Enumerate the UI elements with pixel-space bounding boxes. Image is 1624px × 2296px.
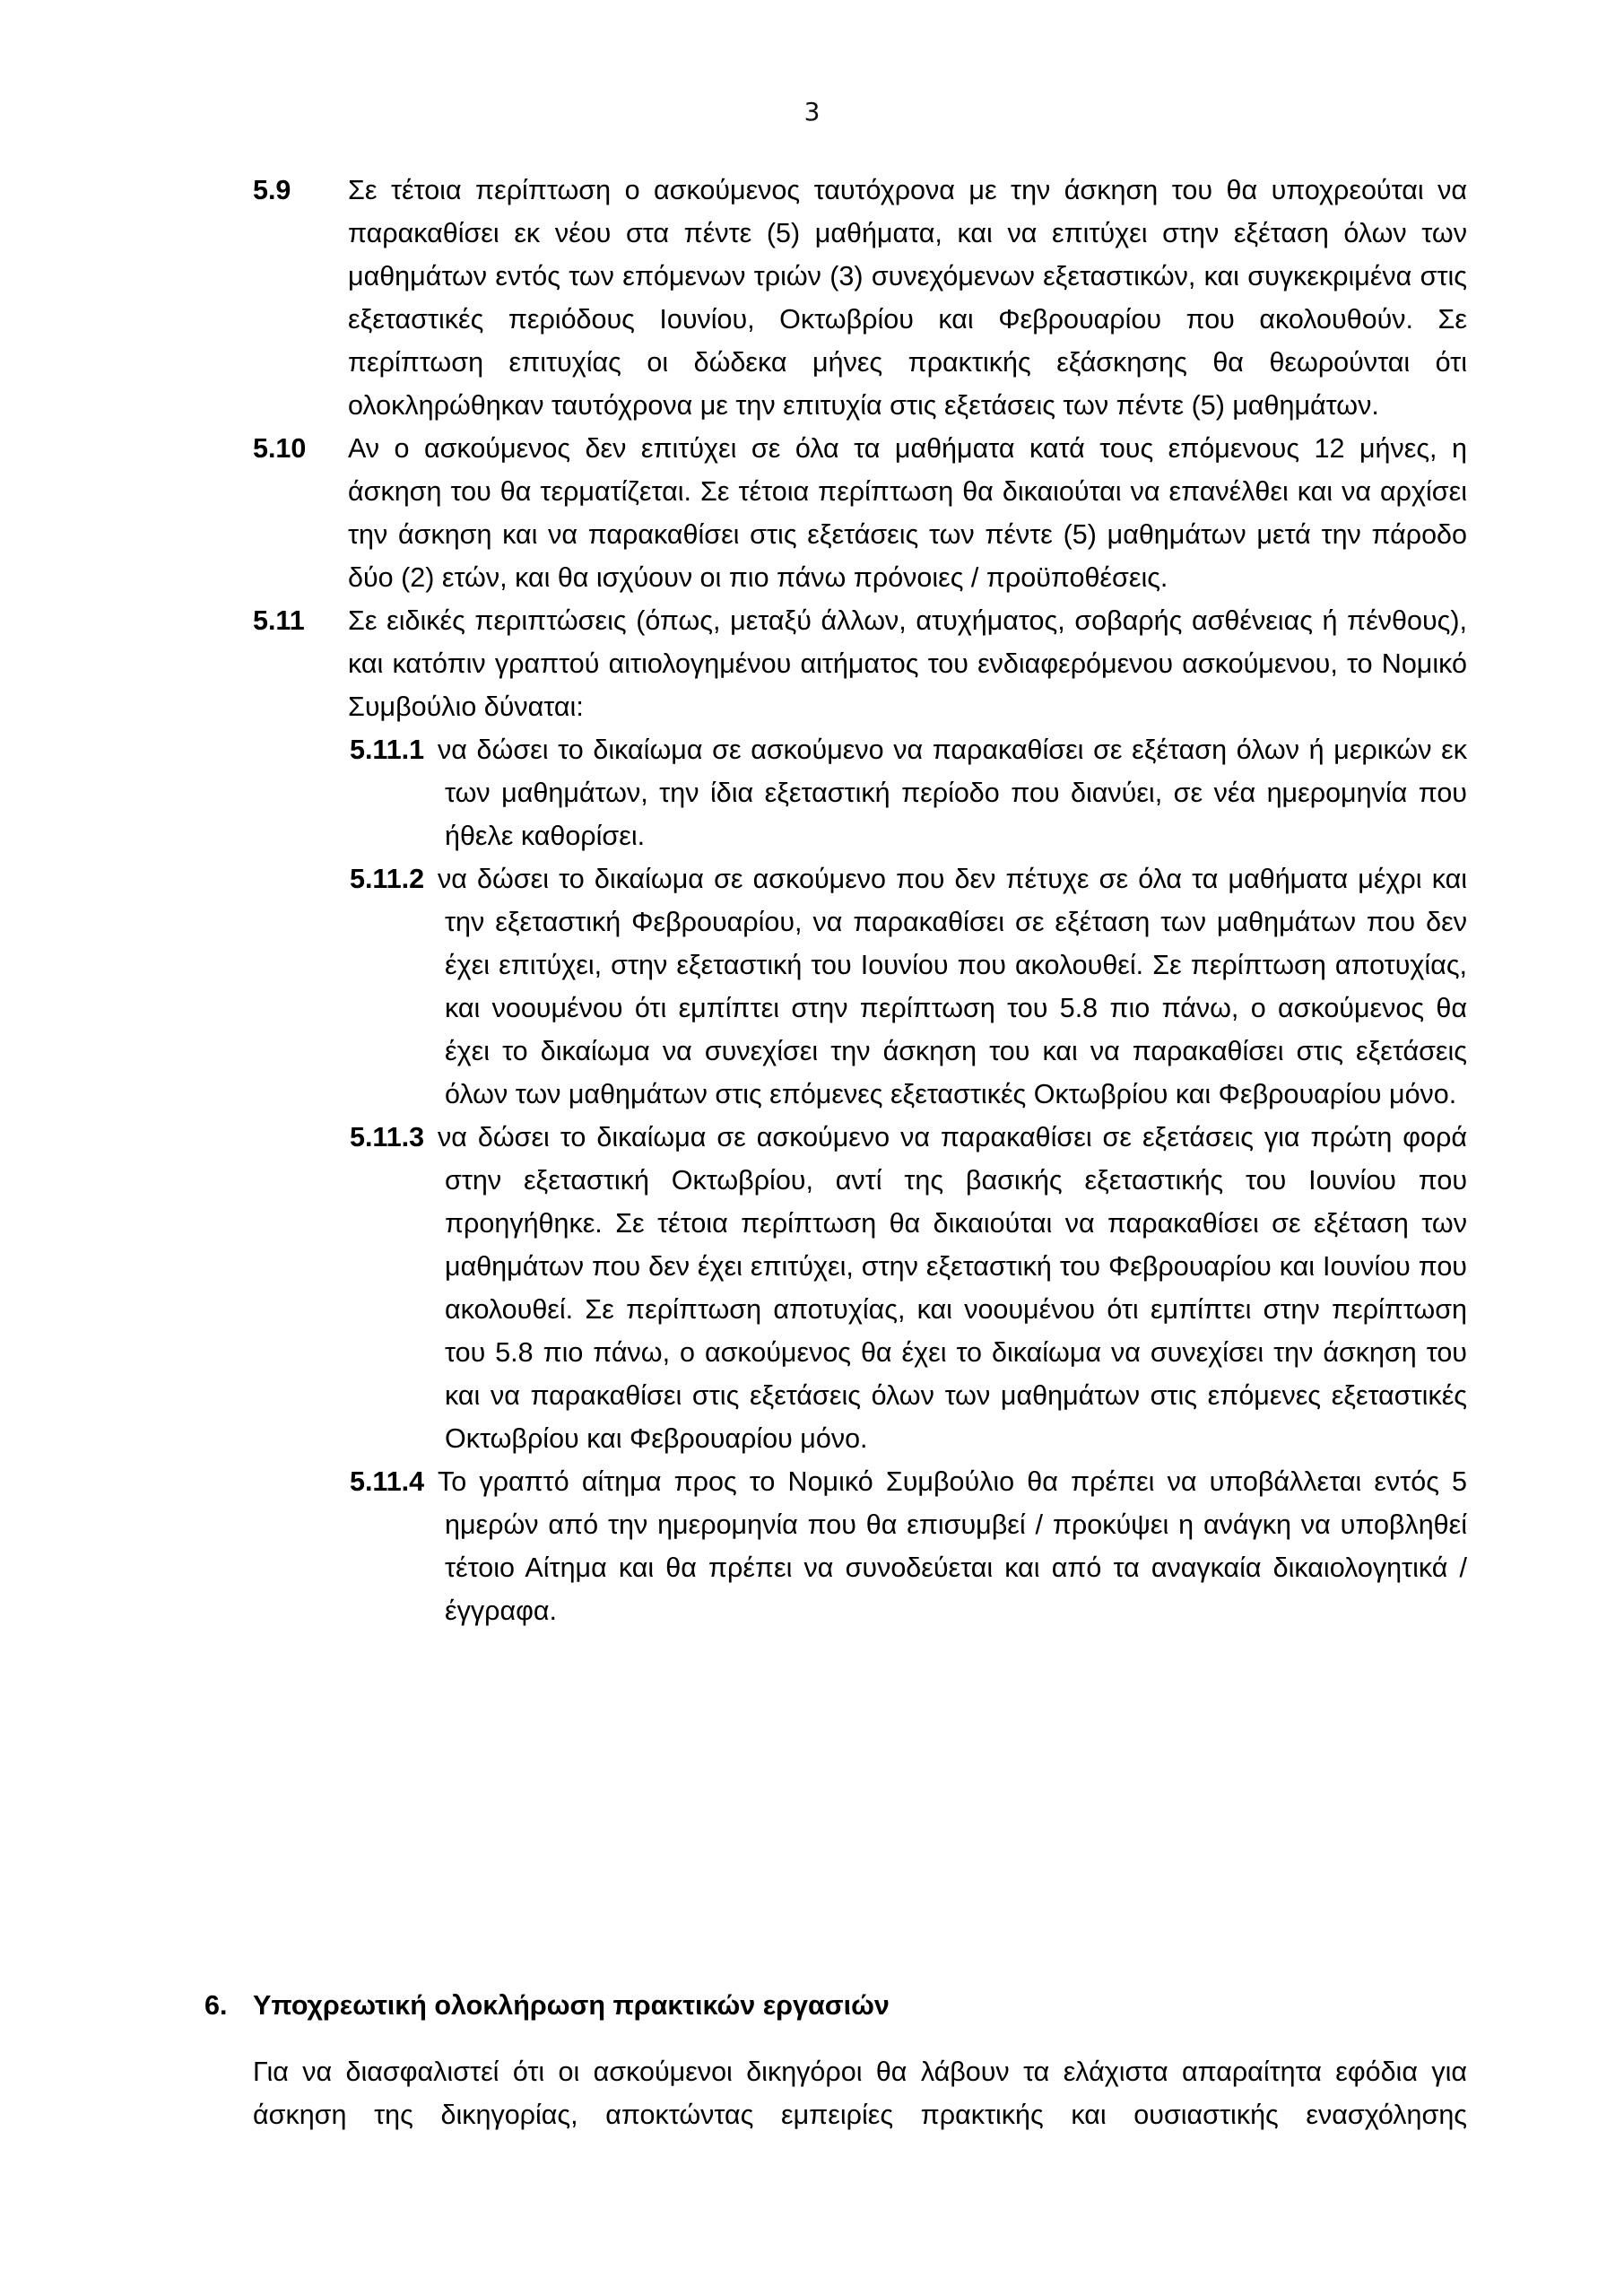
clause-number: 5.9 xyxy=(253,175,291,205)
subclause-text: να δώσει το δικαίωμα σε ασκούμενο να παρακαθίσει σε εξετάσεις για πρώτη φορά στην εξεταστική Οκτωβρίου, αντί της βασικής εξεταστικής του Ιουνίου που προηγήθηκε. Σε τέτοια περίπτωση θα δικαιούται να παρακαθίσει σε εξέταση των μαθημάτων που δεν έχει επιτύχει, στην εξεταστική του Φεβρουαρίου και Ιουνίου που ακολουθεί. Σε περίπτωση αποτυχίας, και νοουμένου ότι εμπίπτει στην περίπτωση του 5.8 πιο πάνω, ο ασκούμενος θα έχει το δικαίωμα να συνεχίσει την άσκηση του και να παρακαθίσει στις εξετάσεις όλων των μαθημάτων στις επόμενες εξεταστικές Οκτωβρίου και Φεβρουαρίου μόνο. xyxy=(438,1122,1467,1454)
subclause-number: 5.11.4 xyxy=(350,1466,425,1497)
clause-number: 5.10 xyxy=(253,433,307,464)
document-body xyxy=(0,169,1624,1632)
subclause-5-11-4 xyxy=(350,1460,1467,1632)
subclause-5-11-2 xyxy=(350,857,1467,1116)
section-number: 6. xyxy=(204,1990,228,2021)
subclause-text: να δώσει το δικαίωμα σε ασκούμενο που δεν πέτυχε σε όλα τα μαθήματα μέχρι και την εξεταστική Φεβρουαρίου, να παρακαθίσει σε εξέταση των μαθημάτων που δεν έχει επιτύχει, στην εξεταστική του Ιουνίου που ακολουθεί. Σε περίπτωση αποτυχίας, και νοουμένου ότι εμπίπτει στην περίπτωση του 5.8 πιο πάνω, ο ασκούμενος θα έχει το δικαίωμα να συνεχίσει την άσκηση του και να παρακαθίσει στις εξετάσεις όλων των μαθημάτων στις επόμενες εξεταστικές Οκτωβρίου και Φεβρουαρίου μόνο. xyxy=(438,864,1467,1109)
subclause-text: Το γραπτό αίτημα προς το Νομικό Συμβούλιο θα πρέπει να υποβάλλεται εντός 5 ημερών από την ημερομηνία που θα επισυμβεί / προκύψει η ανάγκη να υποβληθεί τέτοιο Αίτημα και θα πρέπει να συνοδεύεται και από τα αναγκαία δικαιολογητικά / έγγραφα. xyxy=(438,1466,1467,1626)
page-number: 3 xyxy=(803,97,821,126)
section-6-heading xyxy=(204,1984,890,2027)
subclause-number: 5.11.2 xyxy=(350,864,425,894)
subclause-5-11-1 xyxy=(350,728,1467,857)
section-6-paragraph: Για να διασφαλιστεί ότι οι ασκούμενοι δικηγόροι θα λάβουν τα ελάχιστα απαραίτητα εφόδια για άσκηση της δικηγορίας, αποκτώντας εμπειρίες πρακτικής και ουσιαστικής ενασχόλησης xyxy=(253,2057,1467,2130)
subclause-text: να δώσει το δικαίωμα σε ασκούμενο να παρακαθίσει σε εξέταση όλων ή μερικών εκ των μαθημάτων, την ίδια εξεταστική περίοδο που διανύει, σε νέα ημερομηνία που ήθελε καθορίσει. xyxy=(438,735,1467,851)
clause-number: 5.11 xyxy=(253,605,305,636)
clause-text: Αν ο ασκούμενος δεν επιτύχει σε όλα τα μαθήματα κατά τους επόμενους 12 μήνες, η άσκηση του θα τερματίζεται. Σε τέτοια περίπτωση θα δικαιούται να επανέλθει και να αρχίσει την άσκηση και να παρακαθίσει στις εξετάσεις των πέντε (5) μαθημάτων μετά την πάροδο δύο (2) ετών, και θα ισχύουν οι πιο πάνω πρόνοιες / προϋποθέσεις. xyxy=(348,433,1467,593)
clause-5-11 xyxy=(253,599,1467,728)
subclause-number: 5.11.3 xyxy=(350,1122,425,1152)
subclause-5-11-3 xyxy=(350,1116,1467,1460)
clause-text: Σε τέτοια περίπτωση ο ασκούμενος ταυτόχρονα με την άσκηση του θα υποχρεούται να παρακαθίσει εκ νέου στα πέντε (5) μαθήματα, και να επιτύχει στην εξέταση όλων των μαθημάτων εντός των επόμενων τριών (3) συνεχόμενων εξεταστικών, και συγκεκριμένα στις εξεταστικές περιόδους Ιουνίου, Οκτωβρίου και Φεβρουαρίου που ακολουθούν. Σε περίπτωση επιτυχίας οι δώδεκα μήνες πρακτικής εξάσκησης θα θεωρούνται ότι ολοκληρώθηκαν ταυτόχρονα με την επιτυχία στις εξετάσεις των πέντε (5) μαθημάτων. xyxy=(348,175,1467,421)
subclause-number: 5.11.1 xyxy=(350,735,425,765)
clause-text: Σε ειδικές περιπτώσεις (όπως, μεταξύ άλλων, ατυχήματος, σοβαρής ασθένειας ή πένθους), και κατόπιν γραπτού αιτιολογημένου αιτήματος του ενδιαφερόμενου ασκούμενου, το Νομικό Συμβούλιο δύναται: xyxy=(348,605,1467,722)
clause-5-10 xyxy=(253,427,1467,599)
section-title: Υποχρεωτική ολοκλήρωση πρακτικών εργασιών xyxy=(253,1990,890,2021)
clause-5-9 xyxy=(253,169,1467,427)
